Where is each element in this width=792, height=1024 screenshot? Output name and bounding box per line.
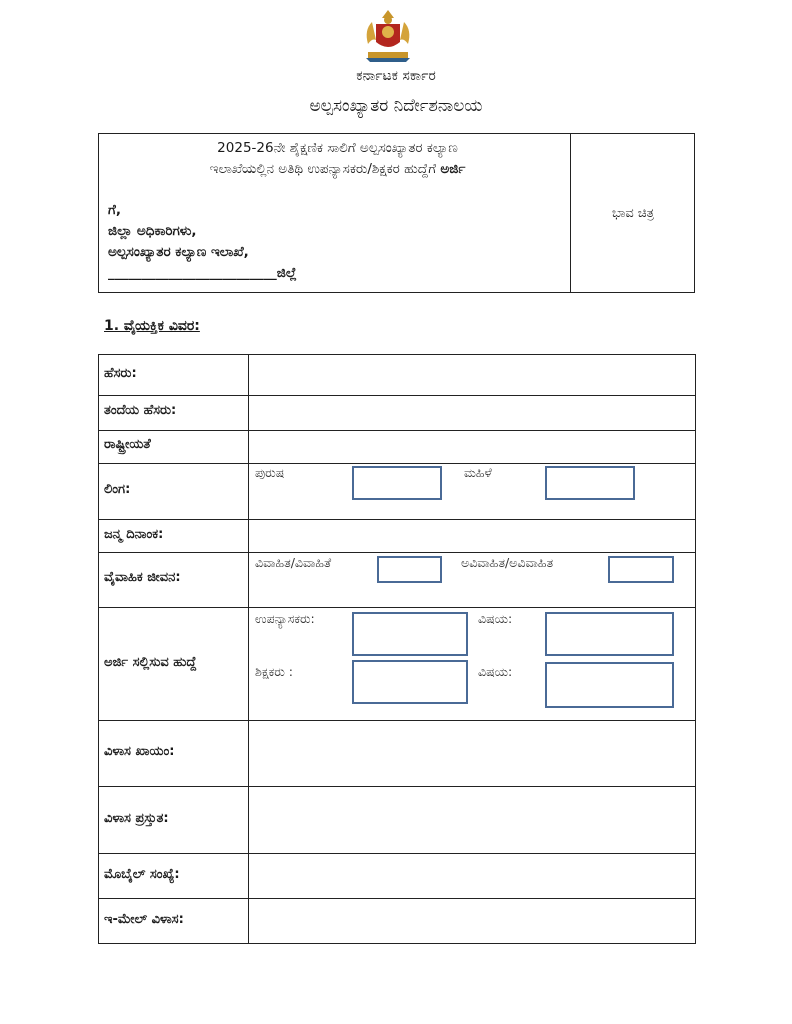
- subject-label-1: ವಿಷಯ:: [478, 611, 513, 626]
- gender-female-checkbox[interactable]: [545, 466, 635, 500]
- gender-male-option: ಪುರುಷ: [255, 465, 285, 480]
- present-address-label: ವಿಳಾಸ ಪ್ರಸ್ತುತ:: [104, 811, 169, 826]
- post-applied-label: ಅರ್ಜಿ ಸಲ್ಲಿಸುವ ಹುದ್ದೆ: [104, 655, 197, 670]
- marital-status-label: ವೈವಾಹಿಕ ಜೀವನ:: [104, 570, 181, 585]
- title-line-1: 2025-26ನೇ ಶೈಕ್ಷಣಿಕ ಸಾಲಿಗೆ ಅಲ್ಪಸಂಖ್ಯಾತರ ಕಲ್ಯಾಣ: [217, 140, 458, 156]
- row-divider: [98, 786, 696, 787]
- subject-input-2[interactable]: [545, 662, 674, 708]
- gender-male-checkbox[interactable]: [352, 466, 442, 500]
- addressee-line-1: ಗೆ,: [108, 202, 121, 218]
- marital-married-option: ವಿವಾಹಿತ/ವಿವಾಹಿತೆ: [255, 555, 332, 570]
- row-divider: [98, 552, 696, 553]
- application-title: [110, 138, 565, 180]
- permanent-address-label: ವಿಳಾಸ ಖಾಯಂ:: [104, 744, 175, 759]
- dob-label: ಜನ್ಮ ದಿನಾಂಕ:: [104, 527, 164, 542]
- title-line-2: ಇಲಾಖೆಯಲ್ಲಿನ ಅತಿಥಿ ಉಪನ್ಯಾಸಕರು/ಶಿಕ್ಷಕರ ಹುದ್ದೆಗೆ ಅರ್ಜಿ: [209, 161, 466, 177]
- marital-unmarried-option: ಅವಿವಾಹಿತ/ಅವಿವಾಹಿತ: [461, 555, 554, 570]
- label-column-divider: [248, 354, 249, 944]
- post-teacher-checkbox[interactable]: [352, 660, 468, 704]
- email-label: ಇ-ಮೇಲ್ ವಿಳಾಸ:: [104, 912, 184, 927]
- mobile-input[interactable]: [250, 855, 694, 897]
- government-name: ಕರ್ನಾಟಕ ಸರ್ಕಾರ: [356, 68, 436, 84]
- photo-placeholder: ಭಾವ ಚಿತ್ರ: [611, 206, 655, 221]
- department-name: ಅಲ್ಪಸಂಖ್ಯಾತರ ನಿರ್ದೇಶನಾಲಯ: [309, 96, 483, 116]
- karnataka-emblem-icon: [358, 8, 418, 64]
- permanent-address-input[interactable]: [250, 722, 694, 785]
- present-address-input[interactable]: [250, 788, 694, 852]
- row-divider: [98, 463, 696, 464]
- father-name-input[interactable]: [250, 397, 694, 429]
- addressee-line-3: ಅಲ್ಪಸಂಖ್ಯಾತರ ಕಲ್ಯಾಣ ಇಲಾಖೆ,: [108, 244, 249, 260]
- post-teacher-option: ಶಿಕ್ಷಕರು :: [255, 664, 294, 679]
- father-name-label: ತಂದೆಯ ಹೆಸರು:: [104, 403, 177, 418]
- mobile-label: ಮೊಬೈಲ್ ಸಂಖ್ಯೆ:: [104, 867, 180, 882]
- name-input[interactable]: [250, 356, 694, 394]
- title-bold-word: ಅರ್ಜಿ: [440, 161, 466, 177]
- row-divider: [98, 395, 696, 396]
- row-divider: [98, 519, 696, 520]
- addressee-line-2: ಜಿಲ್ಲಾ ಅಧಿಕಾರಿಗಳು,: [108, 223, 197, 239]
- name-label: ಹೆಸರು:: [104, 366, 137, 381]
- row-divider: [98, 898, 696, 899]
- gender-female-option: ಮಹಿಳೆ: [464, 465, 492, 480]
- subject-label-2: ವಿಷಯ:: [478, 664, 513, 679]
- row-divider: [98, 607, 696, 608]
- row-divider: [98, 430, 696, 431]
- addressee-line-4: _________________________ಜಿಲ್ಲೆ: [108, 265, 297, 281]
- marital-unmarried-checkbox[interactable]: [608, 556, 674, 583]
- email-input[interactable]: [250, 900, 694, 942]
- subject-input-1[interactable]: [545, 612, 674, 656]
- nationality-input[interactable]: [250, 432, 694, 462]
- nationality-label: ರಾಷ್ಟ್ರೀಯತೆ: [104, 437, 151, 452]
- row-divider: [98, 853, 696, 854]
- row-divider: [98, 720, 696, 721]
- dob-input[interactable]: [250, 521, 694, 551]
- gender-label: ಲಿಂಗ:: [104, 482, 131, 497]
- post-lecturer-checkbox[interactable]: [352, 612, 468, 656]
- section-title: 1. ವೈಯಕ್ತಿಕ ವಿವರ:: [104, 318, 200, 334]
- post-lecturer-option: ಉಪನ್ಯಾಸಕರು:: [255, 611, 315, 626]
- marital-married-checkbox[interactable]: [377, 556, 442, 583]
